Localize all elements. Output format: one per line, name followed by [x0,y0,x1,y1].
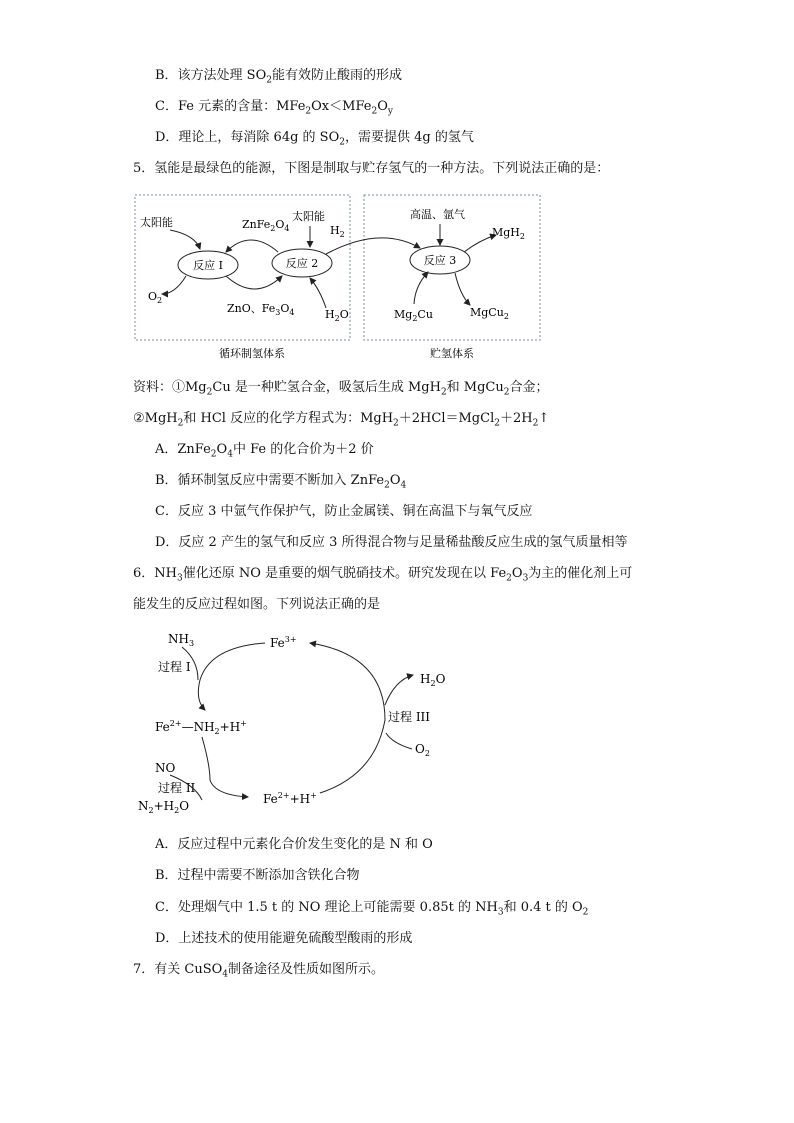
q5-info-1: 资料：$①Mg_2Cu$ 是一种贮氢合金，吸氢后生成 MgH$_2$和 MgCu$_2$合金； [133,380,549,398]
solar2-label: 太阳能 [292,210,325,223]
o2-label: $O_2$ [148,290,163,305]
q4-option-c: C．Fe 元素的含量：$MFe_2Ox<MFe_2O_y$ [155,99,393,117]
guocheng1-label: 过程 I [158,660,191,674]
q5-option-a: A．$ZnFe_2O_4$中 Fe 的化合价为＋2 价 [155,442,374,460]
n2h2o-label: $N_2+H_2O$ [138,799,190,815]
znfe2o4-label: $ZnFe_2O_4$ [242,218,290,233]
right-caption: 贮氢体系 [430,347,474,360]
h2-label: $H_2$ [330,224,345,239]
q4-option-b: B．该方法处理 $SO_2$能有效防止酸雨的形成 [155,68,402,86]
mgh2-label: MgH$_2$ [492,226,525,241]
q7-stem: 7．有关 CuSO$_4$制备途径及性质如图所示。 [133,962,385,980]
q6-option-d: D．上述技术的使用能避免硫酸型酸雨的形成 [155,931,413,946]
q6-stem-1: 6．$NH_3$催化还原 NO 是重要的烟气脱硝技术。研究发现在以 $Fe_2O_3$为主的催化剂上可 [133,566,633,584]
h2o-label: $H_2O$ [325,308,349,323]
q5-info-2: ②MgH$_2$和 HCl 反应的化学方程式为：$MgH_2+2HCl=MgCl_2+2H_2↑$ [133,411,550,429]
q6-stem-2: 能发生的反应过程如图。下列说法正确的是 [133,597,381,612]
fe2h-label: $Fe^{2+}+H^+$ [263,791,317,806]
q6-diagram [130,625,460,820]
q5-diagram [130,190,550,365]
q5-option-c: C．反应 3 中氩气作保护气，防止金属镁、铜在高温下与氧气反应 [155,504,533,519]
q5-option-d: D．反应 2 产生的氢气和反应 3 所得混合物与足量稀盐酸反应生成的氢气质量相等 [155,535,628,550]
reaction3-label: 反应 3 [423,254,457,267]
q4-option-d: D．理论上，每消除 64g 的 $SO_2$，需要提供 4g 的氢气 [155,130,474,148]
q5-stem: 5．氢能是最绿色的能源，下图是制取与贮存氢气的一种方法。下列说法正确的是： [133,161,610,176]
reaction2-label: 反应 2 [285,257,319,270]
h2o-out-label: $H_2O$ [420,672,446,688]
guocheng3-label: 过程 III [388,710,431,724]
no-label: NO [155,761,176,775]
q5-option-b: B．循环制氢反应中需要不断加入 $ZnFe_2O_4$ [155,473,407,491]
fe2nh2-label: $Fe^{2+}—NH_2+H^+$ [155,719,247,736]
reaction1-label: 反应 I [193,259,223,272]
nh3-label: $NH_3$ [168,632,195,648]
q6-option-a: A．反应过程中元素化合价发生变化的是 N 和 O [155,837,433,852]
q6-option-c: C．处理烟气中 1.5 t 的 NO 理论上可能需要 0.85t 的 $NH_3$和 0.4 t 的 $O_2$ [155,900,589,918]
solar1-label: 太阳能 [140,216,173,229]
o2-in-label: $O_2$ [415,742,430,758]
zno-label: ZnO、$Fe_3O_4$ [227,302,295,317]
mg2cu-label: $Mg_2Cu$ [394,308,433,323]
guocheng2-label: 过程 II [158,781,196,795]
left-caption: 循环制氢体系 [219,347,285,360]
gaowen-label: 高温、氩气 [410,208,465,221]
q6-option-b: B．过程中需要不断添加含铁化合物 [155,868,360,883]
mgcu2-label: MgCu$_2$ [470,306,509,321]
fe3-label: $Fe^{3+}$ [270,635,297,650]
